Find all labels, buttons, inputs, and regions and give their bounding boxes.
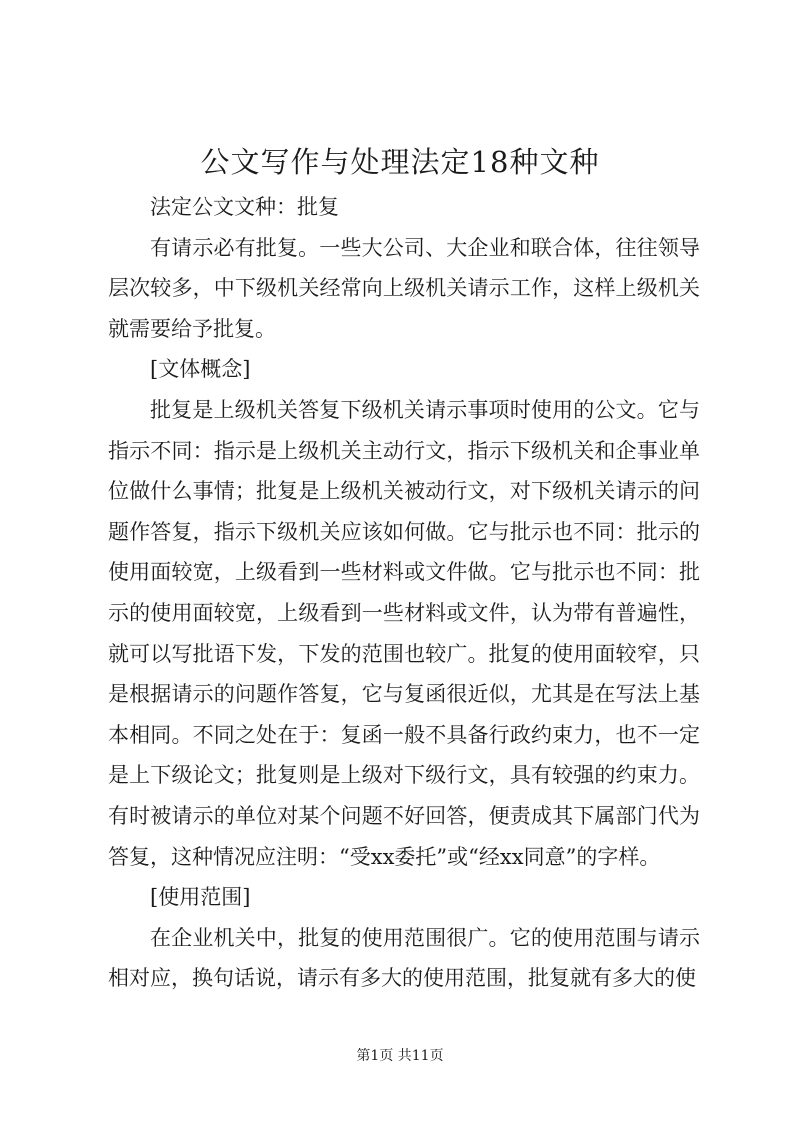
paragraph-intro: 有请示必有批复。一些大公司、大企业和联合体，往往领导层次较多，中下级机关经常向上级机关请示工作，这样上级机关就需要给予批复。 xyxy=(108,235,700,341)
paragraph-doc-type: 法定公文文种：批复 xyxy=(150,195,339,219)
section-heading-concept: [文体概念] xyxy=(150,357,251,382)
document-title: 公文写作与处理法定18种文种 xyxy=(200,145,600,179)
paragraph-concept: 批复是上级机关答复下级机关请示事项时使用的公文。它与指示不同：指示是上级机关主动行文，指示下级机关和企事业单位做什么事情；批复是上级机关被动行文，对下级机关请示的问题作答复，指示下级机关应该如何做。它与批示也不同：批示的使用面较宽，上级看到一些材料或文件做。它与批示也不同：批示的使用面较宽，上级看到一些材料或文件，认为带有普遍性，就可以写批语下发，下发的范围也较广。批复的使用面较窄，只是根据请示的问题作答复，它与复函很近似，尤其是在写法上基本相同。不同之处在于：复函一般不具备行政约束力，也不一定是上下级论文；批复则是上级对下级行文，具有较强的约束力。有时被请示的单位对某个问题不好回答，便责成其下属部门代为答复，这种情况应注明：“受xx委托”或“经xx同意”的字样。 xyxy=(108,397,700,869)
document-body xyxy=(108,187,700,999)
paragraph-scope: 在企业机关中，批复的使用范围很广。它的使用范围与请示相对应，换句话说，请示有多大的使用范围，批复就有多大的使 xyxy=(108,925,700,991)
section-heading-scope: [使用范围] xyxy=(150,885,251,910)
page-footer: 第1页 共11页 xyxy=(356,1048,444,1064)
